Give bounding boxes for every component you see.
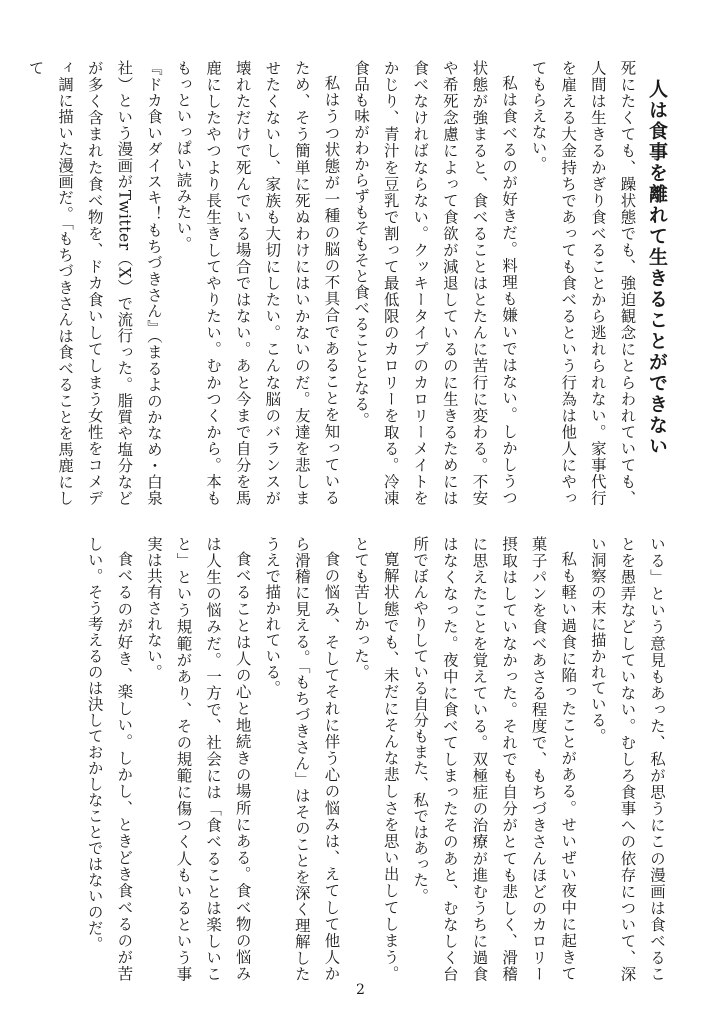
body-paragraph: 私は食べるのが好きだ。料理も嫌いではない。しかしうつ状態が強まると、食べることはとたんに苦行に変わる。不安や希死念慮によって食欲が減退しているのに生きるためには食べなければならない。クッキータイプのカロリーメイトをかじり、青汁を豆乳で割って最低限のカロリーを取る。冷凍食品も味がわからずもそもそと食べることとなる。 [352, 60, 519, 506]
body-paragraph: 私も軽い過食に陥ったことがある。せいぜい夜中に起きて菓子パンを食べあさる程度で、もちづきさんほどのカロリー摂取はしていなかった。それでも自分がとても悲しく、滑稽に思えたことを覚えている。双極症の治療が進むうちに過食はなくなった。夜中に食べてしまったそのあと、むなしく台所でぼんやりしている自分もまた、私ではあった。 [411, 536, 578, 982]
body-paragraph: 食べることは人の心と地続きの場所にある。食べ物の悩みは人生の悩みだ。一方で、社会には「食べることは楽しいこと」という規範があり、その規範に傷つく人もいるという事実は共有されない。 [144, 536, 252, 982]
body-paragraph: 私はうつ状態が一種の脳の不具合であることを知っているため、そう簡単に死ぬわけにはいかないのだ。友達を悲しませたくないし、家族も大切にしたい。こんな脳のバランスが壊れただけで死んでいる場合ではない。あと今まで自分を馬鹿にしたやつより長生きしてやりたい。むかつくから。本ももっといっぱい読みたい。 [174, 60, 341, 506]
page-number: 2 [356, 982, 365, 998]
body-paragraph: 死にたくても、躁状態でも、強迫観念にとらわれていても、人間は生きるかぎり食べることから逃れられない。家事代行を雇える大金持ちであっても食べるという行為は他人にやってもらえない。 [529, 60, 637, 506]
upper-text-block [26, 60, 671, 506]
body-paragraph: 食べるのが好き、楽しい。しかし、ときどき食べるのが苦しい。そう考えるのは決しておかしなことではないのだ。 [85, 536, 134, 982]
body-paragraph: 『ドカ食いダイスキ！もちづきさん』（まるよのかなめ・白泉社）という漫画がTwitter（X）で流行った。脂質や塩分などが多く含まれた食べ物を、ドカ食いしてしまう女性をコメディ調に描いた漫画だ。「もちづきさんは食べることを馬鹿にして [26, 60, 163, 506]
body-paragraph: 食の悩み、そしてそれに伴う心の悩みは、えてして他人から滑稽に見える。「もちづきさん」はそのことを深く理解したうえで描かれている。 [263, 536, 341, 982]
body-paragraph: いる」という意見もあった、私が思うにこの漫画は食べることを愚弄などしていない。むしろ食事への依存について、深い洞察の末に描かれている。 [588, 536, 666, 982]
body-paragraph: 寛解状態でも、未だにそんな悲しさを思い出してしまう。とても苦しかった。 [352, 536, 400, 982]
lower-text-block [85, 536, 671, 982]
section-heading: 人は食事を離れて生きることができない [646, 79, 668, 457]
